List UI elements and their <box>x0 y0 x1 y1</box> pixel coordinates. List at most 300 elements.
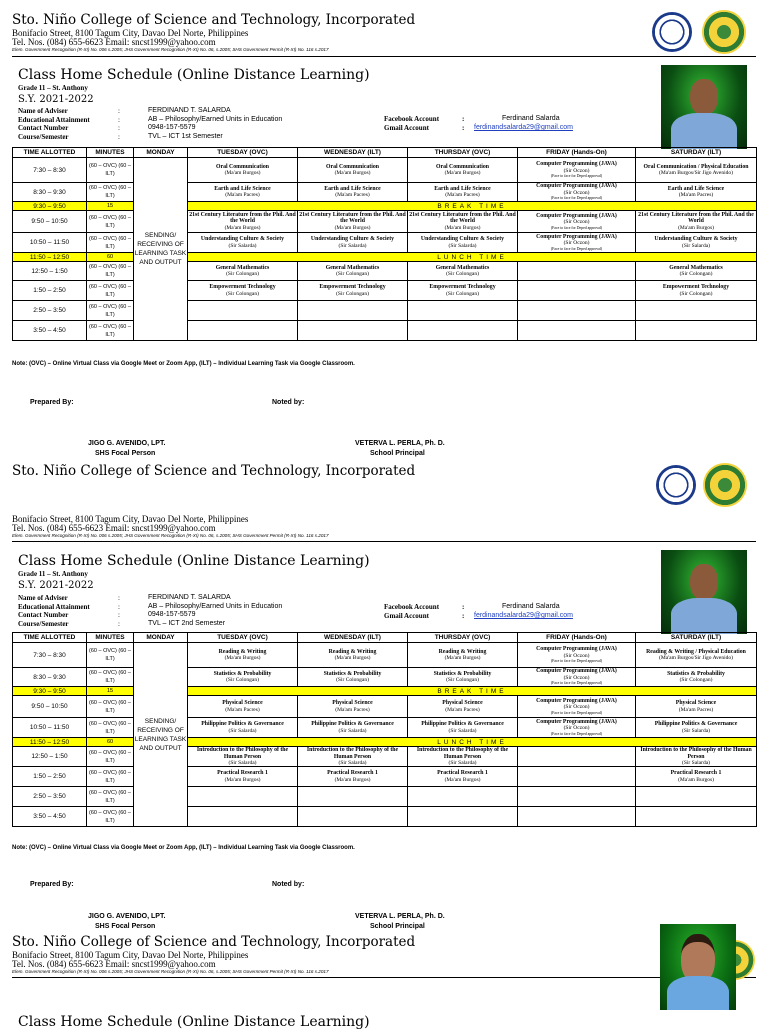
column-header: TIME ALLOTTED <box>13 633 87 643</box>
minutes-cell: 15 <box>87 202 134 211</box>
teacher-name: (Sir Colongan) <box>336 290 369 297</box>
minutes-cell: (60 – OVC) (60 – ILT) <box>87 158 134 183</box>
time-cell: 2:50 – 3:50 <box>13 787 87 807</box>
noted-by-title: School Principal <box>370 923 425 930</box>
subject-name: 21st Century Literature from the Phil. And the World <box>189 211 296 225</box>
table-row <box>13 718 757 738</box>
subject-cell <box>188 158 298 183</box>
educational-attainment: AB – Philosophy/Earned Units in Education <box>148 602 283 610</box>
subject-cell <box>636 807 757 827</box>
subject-name: Practical Research 1 <box>217 770 268 777</box>
subject-name: Introduction to the Philosophy of the Human Person <box>640 747 752 760</box>
teacher-name: (Sir Salarda) <box>682 760 710 766</box>
minutes-cell: (60 – OVC) (60 – ILT) <box>87 696 134 718</box>
subject-cell <box>408 718 518 738</box>
subject-cell <box>408 301 518 321</box>
column-header: MONDAY <box>134 633 188 643</box>
teacher-name: (Ma'am Pacres) <box>335 192 370 199</box>
subject-name: Reading & Writing <box>218 648 267 655</box>
subject-name: Physical Science <box>222 700 263 707</box>
subject-name: Practical Research 1 <box>670 770 722 777</box>
prepared-by-name: JIGO G. AVENIDO, LPT. <box>88 440 166 447</box>
subject-cell <box>518 747 636 767</box>
subject-cell <box>636 321 757 341</box>
schedule-title: Class Home Schedule (Online Distance Learning) <box>18 67 370 83</box>
noted-by-label: Noted by: <box>272 881 305 888</box>
prepared-by-label: Prepared By: <box>30 881 74 888</box>
adviser-photo <box>661 65 747 149</box>
subject-cell <box>188 718 298 738</box>
subject-cell <box>636 233 757 253</box>
school-contact: Tel. Nos. (084) 655-6623 Email: sncst1999@yahoo.com <box>12 37 216 47</box>
subject-cell <box>636 211 757 233</box>
minutes-cell: (60 – OVC) (60 – ILT) <box>87 747 134 767</box>
subject-name: Understanding Culture & Society <box>420 236 505 243</box>
subject-cell <box>188 211 298 233</box>
teacher-name: (Ma'am Pacres) <box>225 192 260 199</box>
teacher-name: (Ma'am Burgos) <box>224 776 261 783</box>
table-row <box>13 158 757 183</box>
subject-cell <box>408 321 518 341</box>
subject-name: Earth and Life Science <box>214 185 271 192</box>
column-header: TIME ALLOTTED <box>13 148 87 158</box>
subject-cell <box>188 807 298 827</box>
subject-name: Introduction to the Philosophy of the Human Person <box>416 747 509 760</box>
subject-cell <box>518 696 636 718</box>
facebook-label: Facebook Account <box>384 603 440 611</box>
subject-name: Computer Programming (JAVA) <box>536 646 617 653</box>
subject-name: Understanding Culture & Society <box>654 236 738 243</box>
subject-cell <box>408 158 518 183</box>
teacher-name: (Sir Salarda) <box>338 242 367 249</box>
info-colon: : <box>462 115 465 123</box>
teacher-name: (Sir Salarda) <box>682 242 710 249</box>
time-cell: 9:50 – 10:50 <box>13 696 87 718</box>
subject-cell <box>298 301 408 321</box>
subject-cell <box>188 281 298 301</box>
teacher-name: (Sir Salarda) <box>682 727 710 734</box>
photo-shirt <box>671 113 737 149</box>
teacher-name: (Ma'am Burgos) <box>334 776 371 783</box>
column-header: THURSDAY (OVC) <box>408 633 518 643</box>
subject-name: Oral Communication / Physical Education <box>643 163 749 170</box>
schedule-title: Class Home Schedule (Online Distance Learning) <box>18 1014 370 1030</box>
subject-name: Computer Programming (JAVA) <box>536 718 617 725</box>
header-divider <box>12 56 756 57</box>
subject-name: Statistics & Probability <box>213 670 272 677</box>
subject-cell <box>518 301 636 321</box>
subject-cell <box>188 767 298 787</box>
noted-by-title: School Principal <box>370 450 425 457</box>
subject-name: Philippine Politics & Governance <box>421 721 504 728</box>
teacher-name: (Ma'am Burgos) <box>334 170 371 177</box>
teacher-name: (Sir Colongan) <box>679 290 713 297</box>
time-cell: 10:50 – 11:50 <box>13 233 87 253</box>
subject-name: Empowerment Technology <box>429 284 496 291</box>
subject-cell <box>298 321 408 341</box>
teacher-name: (Ma'am Burgos) <box>334 224 371 231</box>
deped-seal-icon <box>656 465 696 505</box>
break-row <box>13 253 757 262</box>
minutes-cell: 60 <box>87 253 134 262</box>
teacher-name: (Ma'am Pacres) <box>678 192 714 199</box>
subject-name: Earth and Life Science <box>324 185 381 192</box>
teacher-name: (Ma'am Pacres) <box>678 706 714 713</box>
school-name: Sto. Niño College of Science and Technology, Incorporated <box>12 12 416 28</box>
teacher-name: (Sir Salarda) <box>448 727 477 734</box>
teacher-name: (Sir Colongan) <box>679 271 713 278</box>
schedule-table <box>12 632 757 827</box>
subject-cell <box>636 183 757 202</box>
subject-name: Understanding Culture & Society <box>200 236 285 243</box>
subject-cell <box>298 787 408 807</box>
gmail-link[interactable]: ferdinandsalarda29@gmail.com <box>474 124 573 131</box>
subject-name: 21st Century Literature from the Phil. And the World <box>299 211 406 225</box>
time-cell: 9:30 – 9:50 <box>13 687 87 696</box>
subject-cell <box>636 696 757 718</box>
subject-cell <box>298 718 408 738</box>
subject-name: Earth and Life Science <box>667 185 725 192</box>
subject-cell <box>636 787 757 807</box>
minutes-cell: (60 – OVC) (60 – ILT) <box>87 262 134 281</box>
break-row <box>13 687 757 696</box>
contact-number: 0948-157-5579 <box>148 124 196 131</box>
school-year: S.Y. 2021-2022 <box>18 580 94 591</box>
break-row <box>13 202 757 211</box>
subject-cell <box>298 696 408 718</box>
subject-cell <box>298 767 408 787</box>
minutes-cell: (60 – OVC) (60 – ILT) <box>87 281 134 301</box>
time-cell: 9:50 – 10:50 <box>13 211 87 233</box>
subject-cell <box>298 158 408 183</box>
subject-name: Computer Programming (JAVA) <box>536 697 617 704</box>
subject-name: General Mathematics <box>215 264 270 271</box>
subject-name: Statistics & Probability <box>667 670 725 677</box>
adviser-photo <box>660 924 736 1010</box>
time-cell: 12:50 – 1:50 <box>13 262 87 281</box>
subject-cell <box>518 211 636 233</box>
column-header: TUESDAY (OVC) <box>188 633 298 643</box>
teacher-name: (Ma'am Burgos) <box>444 170 481 177</box>
school-name: Sto. Niño College of Science and Technology, Incorporated <box>12 934 416 950</box>
teacher-name: (Sir Colongan) <box>446 290 479 297</box>
noted-by-label: Noted by: <box>272 399 305 406</box>
column-header: SATURDAY (ILT) <box>636 148 757 158</box>
subject-cell <box>408 668 518 687</box>
adviser-photo <box>661 550 747 634</box>
break-label: BREAK TIME <box>188 202 757 211</box>
schedule-table <box>12 147 757 341</box>
photo-face <box>690 79 718 115</box>
approval-note: (Face to face for Deped approval) <box>550 225 603 230</box>
table-row <box>13 643 757 668</box>
subject-name: Computer Programming (JAVA) <box>536 233 617 240</box>
column-header: MONDAY <box>134 148 188 158</box>
header-row <box>13 633 757 643</box>
table-row <box>13 321 757 341</box>
info-values <box>148 594 282 628</box>
teacher-name: (Sir Salarda) <box>338 727 367 734</box>
time-cell: 9:30 – 9:50 <box>13 202 87 211</box>
subject-cell <box>188 696 298 718</box>
subject-name: Empowerment Technology <box>209 284 276 291</box>
school-recognition: Elem. Government Recognition (R-XI) No. 006 s.2005; JHS Government Recognition (R-XI) No. 06, s.2005; SHS Government Permit (R-XI) No. 116 s.2017 <box>12 533 329 538</box>
subject-name: Empowerment Technology <box>662 284 730 291</box>
info-label: Name of Adviser <box>18 594 68 602</box>
subject-name: Reading & Writing <box>438 648 487 655</box>
column-header: SATURDAY (ILT) <box>636 633 757 643</box>
info-label: Contact Number <box>18 124 69 132</box>
break-row <box>13 738 757 747</box>
info-label: Educational Attainment <box>18 602 90 611</box>
info-colon: : <box>462 603 465 611</box>
subject-name: 21st Century Literature from the Phil. And the World <box>638 211 754 225</box>
teacher-name: (Sir Oczon) <box>563 704 590 711</box>
table-row <box>13 211 757 233</box>
subject-cell <box>636 158 757 183</box>
minutes-cell: 60 <box>87 738 134 747</box>
approval-note: (Face to face for Deped approval) <box>550 174 603 179</box>
subject-cell <box>188 183 298 202</box>
teacher-name: (Sir Salarda) <box>448 242 477 249</box>
teacher-name: (Ma'am Pacres) <box>335 706 370 713</box>
subject-name: Oral Communication <box>216 163 269 170</box>
subject-cell <box>298 807 408 827</box>
time-cell: 12:50 – 1:50 <box>13 747 87 767</box>
teacher-name: (Ma'am Burgos) <box>224 170 261 177</box>
approval-note: (Face to face for Deped approval) <box>550 731 603 736</box>
course-semester: TVL – ICT 2nd Semester <box>148 619 226 627</box>
info-label: Name of Adviser <box>18 107 68 115</box>
subject-cell <box>188 787 298 807</box>
table-row <box>13 696 757 718</box>
table-row <box>13 183 757 202</box>
teacher-name: (Sir Salarda) <box>228 242 257 249</box>
subject-cell <box>518 767 636 787</box>
subject-cell <box>188 301 298 321</box>
teacher-name: (Sir Colongan) <box>226 290 259 297</box>
subject-name: Empowerment Technology <box>319 284 386 291</box>
subject-cell <box>408 233 518 253</box>
minutes-cell: (60 – OVC) (60 – ILT) <box>87 211 134 233</box>
teacher-name: (Ma'am Burgos/Sir Jigo Avenido) <box>659 655 733 662</box>
subject-cell <box>518 233 636 253</box>
minutes-cell: (60 – OVC) (60 – ILT) <box>87 787 134 807</box>
column-header: WEDNESDAY (ILT) <box>298 148 408 158</box>
teacher-name: (Sir Salarda) <box>338 760 367 766</box>
teacher-name: (Sir Colongan) <box>336 677 369 684</box>
subject-cell <box>298 233 408 253</box>
table-row <box>13 301 757 321</box>
subject-name: General Mathematics <box>435 264 490 271</box>
teacher-name: (Ma'am Pacres) <box>225 706 260 713</box>
table-row <box>13 787 757 807</box>
subject-cell <box>298 262 408 281</box>
teacher-name: (Ma'am Burgos) <box>444 224 481 231</box>
photo-shirt <box>667 976 729 1010</box>
subject-cell <box>408 643 518 668</box>
noted-by-name: VETERVA L. PERLA, Ph. D. <box>355 913 445 920</box>
subject-cell <box>408 262 518 281</box>
teacher-name: (Ma'am Pacres) <box>445 192 480 199</box>
minutes-cell: (60 – OVC) (60 – ILT) <box>87 233 134 253</box>
subject-cell <box>298 643 408 668</box>
header-divider <box>12 977 756 978</box>
info-colon: : <box>462 612 465 620</box>
monday-cell: SENDING/ RECEIVING OF LEARNING TASK AND OUTPUT <box>134 158 188 341</box>
subject-cell <box>636 281 757 301</box>
deped-seal-icon <box>652 12 692 52</box>
info-values <box>148 107 282 141</box>
gmail-label: Gmail Account <box>384 612 429 620</box>
teacher-name: (Sir Salarda) <box>228 760 257 766</box>
teacher-name: (Sir Colongan) <box>446 271 479 278</box>
subject-cell <box>518 183 636 202</box>
minutes-cell: (60 – OVC) (60 – ILT) <box>87 807 134 827</box>
subject-cell <box>518 158 636 183</box>
facebook-value: Ferdinand Salarda <box>502 115 560 122</box>
school-recognition: Elem. Government Recognition (R-XI) No. 006 s.2005; JHS Government Recognition (R-XI) No. 06, s.2005; SHS Government Permit (R-XI) No. 116 s.2017 <box>12 47 329 52</box>
gmail-label: Gmail Account <box>384 124 429 132</box>
subject-name: Computer Programming (JAVA) <box>536 183 617 190</box>
prepared-by-name: JIGO G. AVENIDO, LPT. <box>88 913 166 920</box>
table-row <box>13 668 757 687</box>
subject-cell <box>408 281 518 301</box>
info-labels <box>18 594 90 628</box>
course-semester: TVL – ICT 1st Semester <box>148 132 223 140</box>
subject-name: Statistics & Probability <box>323 670 382 677</box>
time-cell: 8:30 – 9:30 <box>13 183 87 202</box>
subject-name: Physical Science <box>675 700 717 707</box>
school-seal-icon <box>702 10 746 54</box>
table-row <box>13 281 757 301</box>
subject-cell <box>298 183 408 202</box>
facebook-value: Ferdinand Salarda <box>502 603 560 610</box>
photo-face <box>690 564 718 600</box>
teacher-name: (Ma'am Burgos) <box>444 655 481 662</box>
teacher-name: (Sir Oczon) <box>563 674 590 681</box>
time-cell: 1:50 – 2:50 <box>13 281 87 301</box>
header-row <box>13 148 757 158</box>
table-row <box>13 262 757 281</box>
minutes-cell: (60 – OVC) (60 – ILT) <box>87 183 134 202</box>
info-labels <box>18 107 90 141</box>
minutes-cell: (60 – OVC) (60 – ILT) <box>87 668 134 687</box>
schedule-title: Class Home Schedule (Online Distance Learning) <box>18 553 370 569</box>
table-row <box>13 233 757 253</box>
subject-cell <box>518 718 636 738</box>
school-name: Sto. Niño College of Science and Technology, Incorporated <box>12 463 416 479</box>
info-label: Course/Semester <box>18 132 69 141</box>
teacher-name: (Sir Oczon) <box>563 167 590 174</box>
subject-name: Earth and Life Science <box>434 185 491 192</box>
grade-section: Grade 11 – St. Anthony <box>18 570 88 578</box>
facebook-label: Facebook Account <box>384 115 440 123</box>
teacher-name: (Sir Oczon) <box>563 652 590 659</box>
table-row <box>13 807 757 827</box>
subject-name: Oral Communication <box>326 163 379 170</box>
approval-note: (Face to face for Deped approval) <box>550 246 603 251</box>
teacher-name: (Ma'am Burgos) <box>224 655 261 662</box>
teacher-name: (Sir Colongan) <box>226 271 259 278</box>
subject-name: Reading & Writing <box>328 648 377 655</box>
subject-cell <box>408 807 518 827</box>
table-row <box>13 747 757 767</box>
approval-note: (Face to face for Deped approval) <box>550 659 603 664</box>
school-address: Bonifacio Street, 8100 Tagum City, Davao Del Norte, Philippines <box>12 28 249 38</box>
subject-cell <box>518 668 636 687</box>
subject-name: Statistics & Probability <box>433 670 492 677</box>
subject-cell <box>188 233 298 253</box>
break-label: LUNCH TIME <box>188 738 757 747</box>
time-cell: 11:50 – 12:50 <box>13 738 87 747</box>
school-address: Bonifacio Street, 8100 Tagum City, Davao Del Norte, Philippines <box>12 950 249 960</box>
subject-cell <box>518 643 636 668</box>
subject-cell <box>408 787 518 807</box>
approval-note: (Face to face for Deped approval) <box>550 681 603 686</box>
teacher-name: (Ma'am Burgos) <box>224 224 261 231</box>
minutes-cell: (60 – OVC) (60 – ILT) <box>87 321 134 341</box>
teacher-name: (Sir Oczon) <box>563 725 590 732</box>
school-recognition: Elem. Government Recognition (R-XI) No. 006 s.2005; JHS Government Recognition (R-XI) No. 06, s.2005; SHS Government Permit (R-XI) No. 116 s.2017 <box>12 969 329 974</box>
subject-cell <box>188 262 298 281</box>
subject-cell <box>636 262 757 281</box>
photo-shirt <box>671 598 737 634</box>
info-colons: : : : : <box>118 107 120 141</box>
subject-cell <box>518 262 636 281</box>
teacher-name: (Sir Salarda) <box>448 760 477 766</box>
time-cell: 10:50 – 11:50 <box>13 718 87 738</box>
approval-note: (Face to face for Deped approval) <box>550 710 603 715</box>
school-seal-icon <box>703 463 747 507</box>
column-header: THURSDAY (OVC) <box>408 148 518 158</box>
subject-cell <box>636 643 757 668</box>
subject-cell <box>408 696 518 718</box>
subject-name: Introduction to the Philosophy of the Human Person <box>196 747 289 760</box>
table-row <box>13 767 757 787</box>
subject-cell <box>188 643 298 668</box>
minutes-cell: (60 – OVC) (60 – ILT) <box>87 767 134 787</box>
teacher-name: (Ma'am Burgos) <box>334 655 371 662</box>
subject-name: Practical Research 1 <box>437 770 488 777</box>
column-header: FRIDAY (Hands-On) <box>518 148 636 158</box>
subject-cell <box>298 211 408 233</box>
subject-cell <box>636 668 757 687</box>
time-cell: 7:30 – 8:30 <box>13 158 87 183</box>
subject-name: General Mathematics <box>325 264 380 271</box>
teacher-name: (Ma'am Burgos) <box>444 776 481 783</box>
teacher-name: (Sir Colongan) <box>446 677 479 684</box>
column-header: FRIDAY (Hands-On) <box>518 633 636 643</box>
subject-cell <box>518 807 636 827</box>
info-label: Contact Number <box>18 611 69 619</box>
teacher-name: (Ma'am Burgos) <box>678 776 714 783</box>
gmail-link[interactable]: ferdinandsalarda29@gmail.com <box>474 612 573 619</box>
monday-cell: SENDING/ RECEIVING OF LEARNING TASK AND OUTPUT <box>134 643 188 827</box>
school-contact: Tel. Nos. (084) 655-6623 Email: sncst1999@yahoo.com <box>12 523 216 533</box>
schedule-note: Note: (OVC) – Online Virtual Class via Google Meet or Zoom App, (ILT) – Individual Learning Task via Google Classroom. <box>12 845 355 851</box>
educational-attainment: AB – Philosophy/Earned Units in Education <box>148 115 283 123</box>
subject-name: Practical Research 1 <box>327 770 378 777</box>
subject-name: Computer Programming (JAVA) <box>536 668 617 675</box>
subject-name: Physical Science <box>442 700 483 707</box>
teacher-name: (Sir Colongan) <box>679 677 713 684</box>
subject-cell <box>408 747 518 767</box>
subject-cell <box>636 301 757 321</box>
teacher-name: (Sir Oczon) <box>563 219 590 226</box>
subject-name: Physical Science <box>332 700 373 707</box>
column-header: TUESDAY (OVC) <box>188 148 298 158</box>
